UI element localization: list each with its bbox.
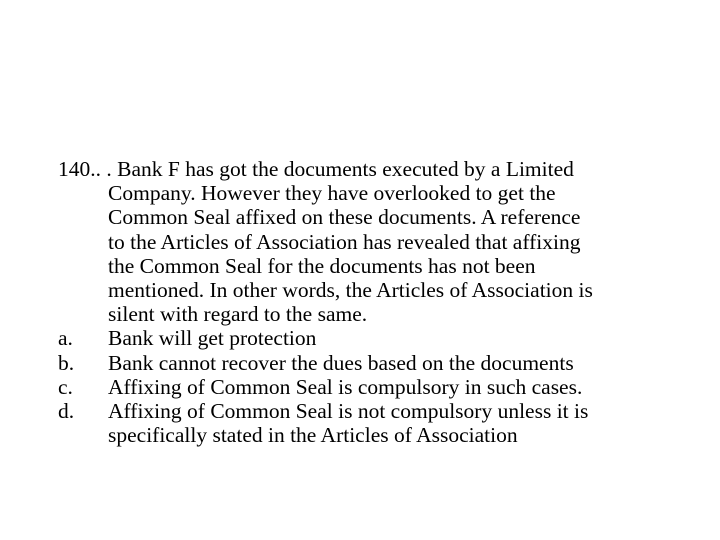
option-letter: b. <box>58 350 75 375</box>
option-letter: d. <box>58 399 75 424</box>
option-c <box>58 375 658 399</box>
option-text <box>108 399 658 447</box>
option-text-line: specifically stated in the Articles of Association <box>108 423 518 448</box>
question-stem-line: to the Articles of Association has revealed that affixing <box>108 229 581 254</box>
option-text-line: Affixing of Common Seal is compulsory in such cases. <box>108 374 583 399</box>
option-b <box>58 351 658 375</box>
question-stem-line: mentioned. In other words, the Articles of Association is <box>108 278 593 303</box>
option-text <box>108 375 658 399</box>
option-letter: a. <box>58 326 73 351</box>
option-d <box>58 399 658 447</box>
question-stem-line: silent with regard to the same. <box>108 302 368 327</box>
option-text-line: Bank cannot recover the dues based on the documents <box>108 350 574 375</box>
question-stem-line: Common Seal affixed on these documents. A reference <box>108 205 581 230</box>
option-text <box>108 326 658 350</box>
option-a <box>58 326 658 350</box>
option-text-line: Bank will get protection <box>108 326 317 351</box>
question-first-line <box>58 157 658 181</box>
question-number: 140.. . <box>58 157 118 181</box>
question-stem <box>58 157 658 326</box>
question-stem-line: Bank F has got the documents executed by a Limited <box>117 157 574 181</box>
question-stem-line: Company. However they have overlooked to get the <box>108 181 556 206</box>
option-text <box>108 351 658 375</box>
question-block <box>58 157 658 447</box>
option-letter: c. <box>58 374 73 399</box>
question-stem-line: the Common Seal for the documents has not been <box>108 253 536 278</box>
option-text-line: Affixing of Common Seal is not compulsory unless it is <box>108 399 589 424</box>
